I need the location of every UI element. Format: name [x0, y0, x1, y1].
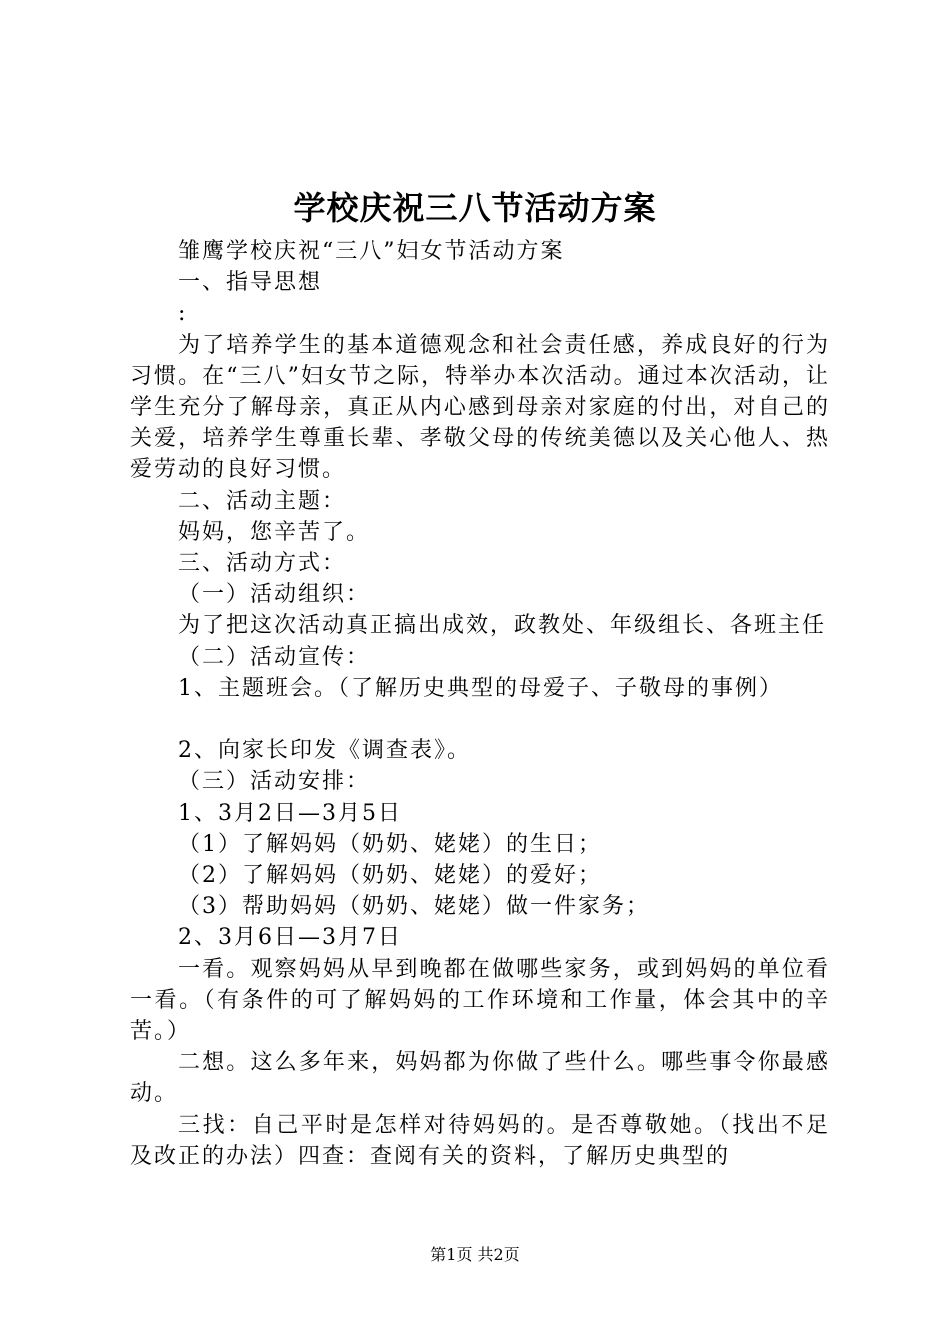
paragraph-step-think: 二想。这么多年来，妈妈都为你做了些什么。哪些事令你最感动。: [130, 1050, 830, 1107]
section-heading-guiding-idea: 一、指导思想: [178, 270, 323, 296]
paragraph-step-find: 三找：自己平时是怎样对待妈妈的。是否尊敬她。（找出不足及改正的办法）四查：查阅有关的资料，了解历史典型的: [130, 1112, 830, 1169]
subheading-publicity: （二）活动宣传：: [178, 644, 371, 670]
document-title: 学校庆祝三八节活动方案: [293, 189, 657, 227]
subheading-schedule: （三）活动安排：: [178, 769, 371, 795]
colon-line: :: [178, 301, 188, 327]
blank-line: [130, 704, 830, 735]
paragraph-organization: 为了把这次活动真正搞出成效，政教处、年级组长、各班主任: [178, 613, 827, 639]
list-item-class-meeting: 1、主题班会。（了解历史典型的母爱子、子敬母的事例）: [178, 675, 783, 701]
subheading-organization: （一）活动组织：: [178, 582, 371, 608]
theme-content: 妈妈，您辛苦了。: [178, 519, 371, 545]
document-body: [130, 236, 830, 1172]
paragraph-step-look: 一看。观察妈妈从早到晚都在做哪些家务，或到妈妈的单位看一看。（有条件的可了解妈妈的工作环境和工作量，体会其中的辛苦。）: [130, 956, 830, 1045]
schedule-date-2: 2、3月6日—3月7日: [178, 925, 402, 951]
list-item-survey: 2、向家长印发《调查表》。: [178, 738, 471, 764]
schedule-date-1: 1、3月2日—3月5日: [178, 800, 402, 826]
section-heading-method: 三、活动方式：: [178, 551, 347, 577]
page-number-footer: 第1页 共2页: [430, 1245, 520, 1264]
schedule-task-2: （2）了解妈妈（奶奶、姥姥）的爱好；: [178, 863, 602, 889]
schedule-task-1: （1）了解妈妈（奶奶、姥姥）的生日；: [178, 831, 602, 857]
schedule-task-3: （3）帮助妈妈（奶奶、姥姥）做一件家务；: [178, 894, 650, 920]
document-subtitle: 雏鹰学校庆祝“三八”妇女节活动方案: [178, 239, 565, 264]
section-heading-theme: 二、活动主题：: [178, 488, 347, 514]
paragraph-guiding-idea: 为了培养学生的基本道德观念和社会责任感，养成良好的行为习惯。在“三八”妇女节之际，特举办本次活动。通过本次活动，让学生充分了解母亲，真正从内心感到母亲对家庭的付出，对自己的关爱，培养学生尊重长辈、孝敬父母的传统美德以及关心他人、热爱劳动的良好习惯。: [130, 332, 830, 483]
